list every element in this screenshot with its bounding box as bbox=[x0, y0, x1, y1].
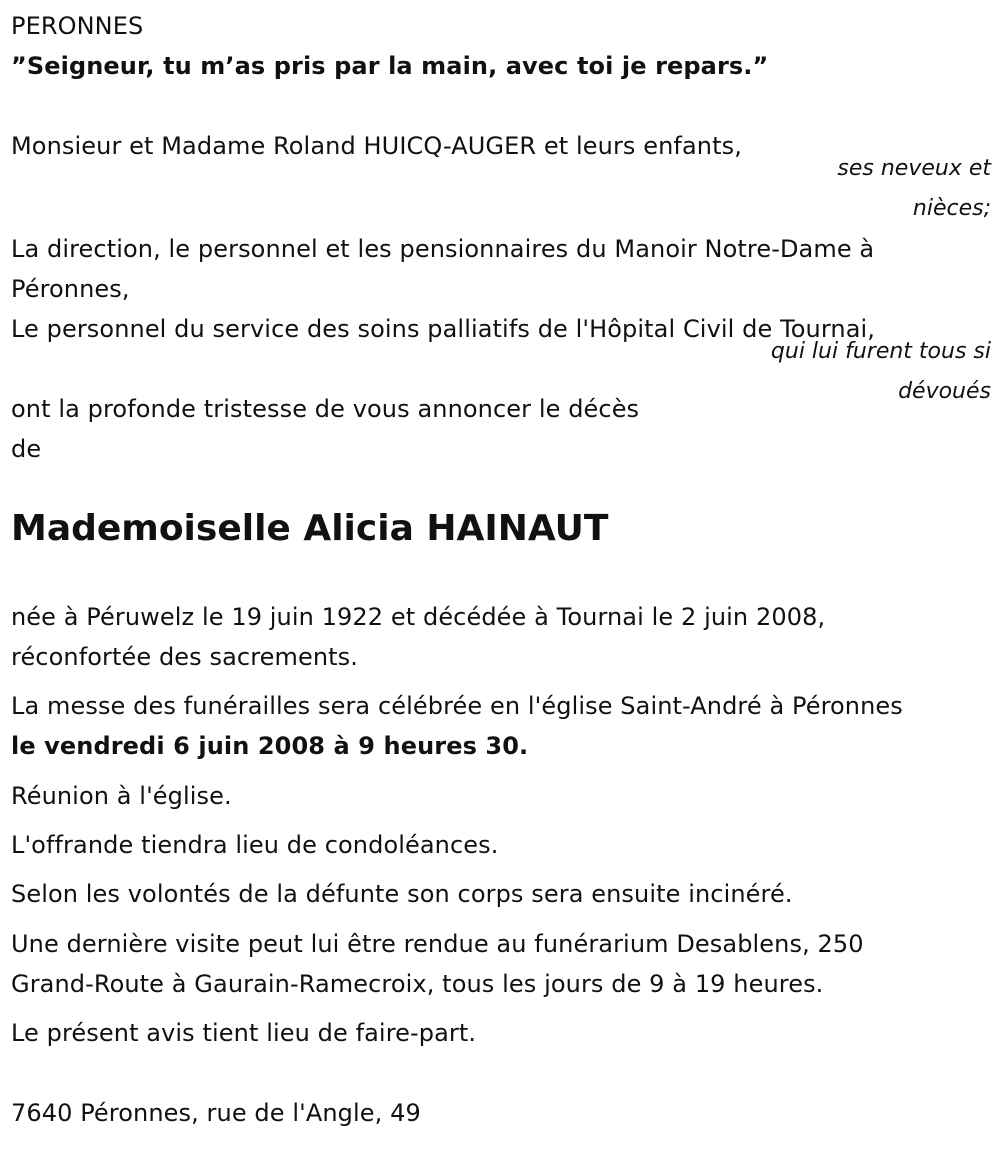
family-aside-1b: nièces; bbox=[912, 196, 991, 221]
quote-line: ”Seigneur, tu m’as pris par la main, avec toi je repars.” bbox=[11, 52, 769, 80]
family-aside-1a: ses neveux et bbox=[837, 156, 991, 181]
cremation-line: Selon les volontés de la défunte son corps sera ensuite incinéré. bbox=[11, 880, 793, 908]
visit-line-2: Grand-Route à Gaurain-Ramecroix, tous les jours de 9 à 19 heures. bbox=[11, 970, 824, 998]
family-line-2: La direction, le personnel et les pensionnaires du Manoir Notre-Dame à bbox=[11, 235, 875, 263]
family-line-6: de bbox=[11, 435, 42, 463]
family-line-3: Péronnes, bbox=[11, 275, 130, 303]
birth-line-1: née à Péruwelz le 19 juin 1922 et décédée à Tournai le 2 juin 2008, bbox=[11, 603, 826, 631]
mass-line-2: le vendredi 6 juin 2008 à 9 heures 30. bbox=[11, 732, 529, 760]
offering-line: L'offrande tiendra lieu de condoléances. bbox=[11, 831, 499, 859]
notice-line: Le présent avis tient lieu de faire-part. bbox=[11, 1019, 477, 1047]
birth-line-2: réconfortée des sacrements. bbox=[11, 643, 359, 671]
address-line: 7640 Péronnes, rue de l'Angle, 49 bbox=[11, 1099, 421, 1127]
location-heading: PERONNES bbox=[11, 12, 144, 40]
deceased-name: Mademoiselle Alicia HAINAUT bbox=[11, 508, 609, 549]
family-line-1: Monsieur et Madame Roland HUICQ-AUGER et leurs enfants, bbox=[11, 132, 742, 160]
family-line-5: ont la profonde tristesse de vous annoncer le décès bbox=[11, 395, 640, 423]
visit-line-1: Une dernière visite peut lui être rendue au funérarium Desablens, 250 bbox=[11, 930, 864, 958]
mass-line-1: La messe des funérailles sera célébrée en l'église Saint-André à Péronnes bbox=[11, 692, 903, 720]
family-aside-2b: dévoués bbox=[898, 379, 991, 404]
meeting-line: Réunion à l'église. bbox=[11, 782, 232, 810]
family-line-4: Le personnel du service des soins palliatifs de l'Hôpital Civil de Tournai, bbox=[11, 315, 875, 343]
family-aside-2a: qui lui furent tous si bbox=[770, 339, 991, 364]
